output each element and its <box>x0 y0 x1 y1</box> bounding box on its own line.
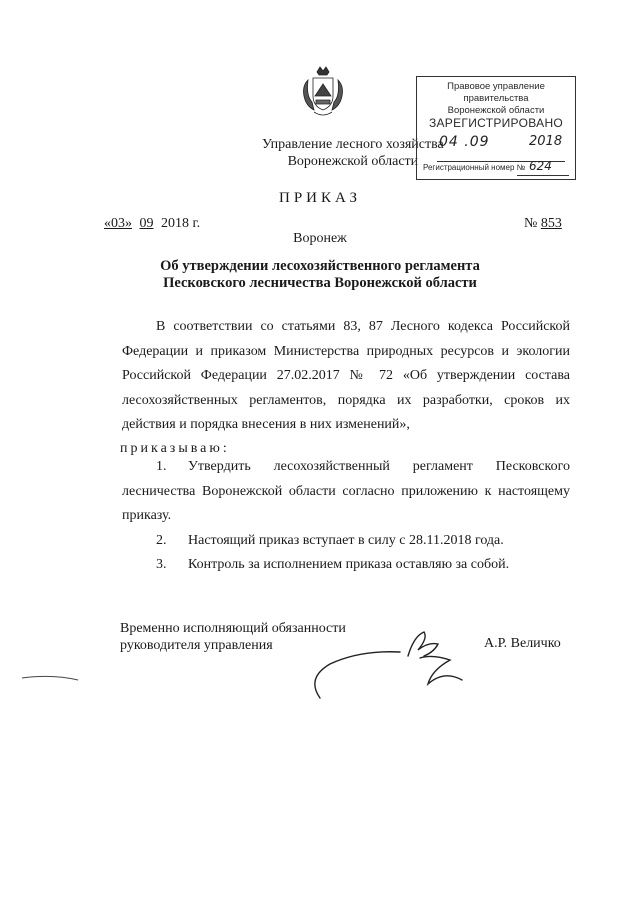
department-line-2: Воронежской области <box>287 154 419 169</box>
stamp-year-handwritten: 2018 <box>529 134 563 149</box>
order-item-3 <box>156 553 509 578</box>
item-text: Контроль за исполнением приказа оставляю за собой. <box>188 557 510 572</box>
date-year: 2018 г. <box>161 216 201 231</box>
signer-name: А.Р. Величко <box>484 636 561 651</box>
date-open-quote: « <box>104 216 111 231</box>
item-number: 3. <box>156 557 167 572</box>
order-subject: Об утверждении лесохозяйственного регламента Песковского лесничества Воронежской области <box>160 258 480 291</box>
number-label: № <box>524 216 538 231</box>
item-text: Утвердить лесохозяйственный регламент Песковского лесничества Воронежской области согласно приложению к настоящему приказу. <box>122 459 570 523</box>
orders-word: приказываю: <box>120 441 230 456</box>
handwritten-signature <box>300 618 490 708</box>
date-day: 03 <box>111 216 125 231</box>
city: Воронеж <box>293 231 347 246</box>
registration-stamp <box>416 76 576 180</box>
item-number: 2. <box>156 533 167 548</box>
order-date <box>104 216 200 232</box>
stamp-registered: ЗАРЕГИСТРИРОВАНО <box>428 116 564 130</box>
item-text: Настоящий приказ вступает в силу с 28.11.2018 года. <box>188 533 504 548</box>
date-month: 09 <box>139 216 154 231</box>
document-title: ПРИКАЗ <box>279 190 361 206</box>
item-number: 1. <box>156 459 167 474</box>
order-number <box>524 216 562 232</box>
coat-of-arms-icon <box>300 66 346 118</box>
margin-scan-mark <box>20 668 80 688</box>
signer-role-line-1: Временно исполняющий обязанности <box>120 621 346 636</box>
order-item-1 <box>122 455 570 529</box>
date-close-quote: » <box>125 216 132 231</box>
department-line-1: Управление лесного хозяйства <box>262 137 444 152</box>
signer-role-line-2: руководителя управления <box>120 638 273 653</box>
preamble: В соответствии со статьями 83, 87 Лесного кодекса Российской Федерации и приказом Министерства природных ресурсов и экологии Российской Федерации 27.02.2017 № 72 «Об утверждении состава лесохозяйственных регламентов, порядка их разработки, сроков их действия и порядка внесения в них изменений», <box>122 319 570 432</box>
number-value: 853 <box>540 216 562 231</box>
stamp-regnum-label: Регистрационный номер № <box>423 163 526 172</box>
stamp-organization: Правовое управление правительства Воронежской области <box>447 81 545 116</box>
stamp-regnum-handwritten: 624 <box>529 159 552 173</box>
stamp-date-handwritten: 04 .09 <box>439 134 490 150</box>
order-item-2 <box>156 529 504 554</box>
